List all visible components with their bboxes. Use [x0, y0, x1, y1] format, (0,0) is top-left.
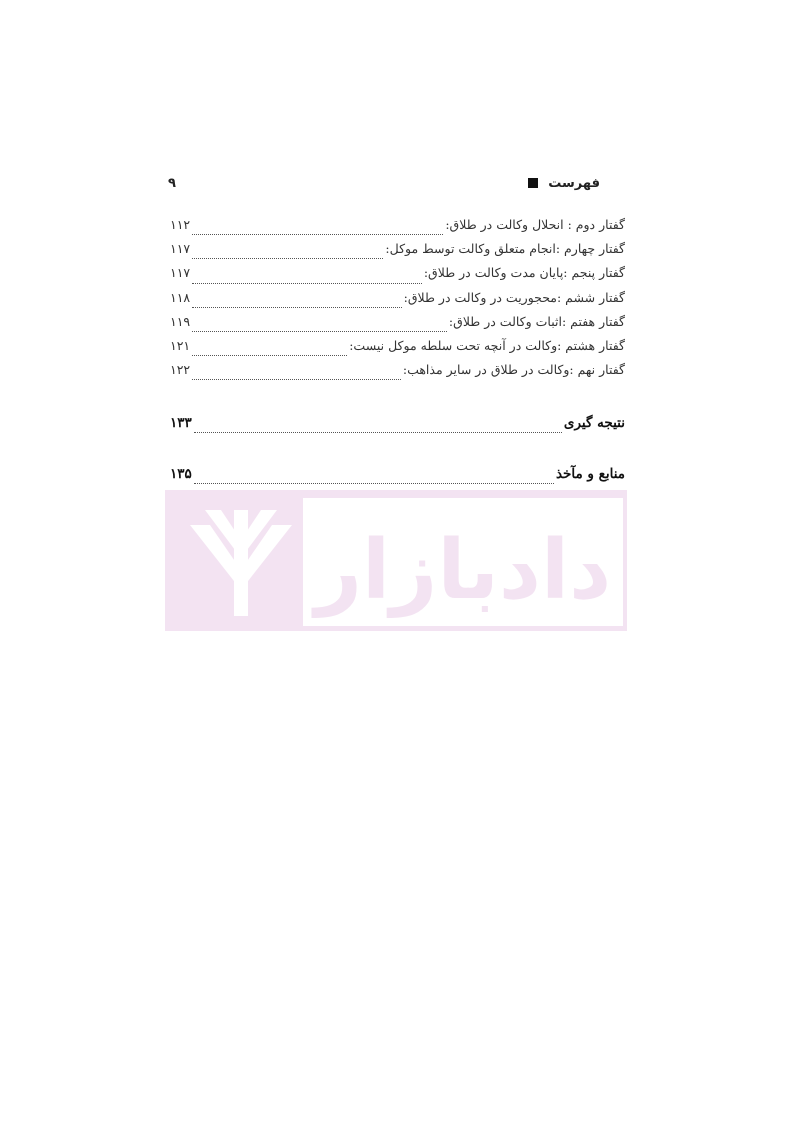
toc-row[interactable]	[170, 314, 625, 338]
toc-leader-dots	[192, 234, 443, 235]
toc-row[interactable]	[170, 362, 625, 386]
toc-list	[170, 217, 625, 386]
toc-entry-page: ۱۲۲	[170, 362, 191, 378]
toc-leader-dots	[192, 331, 447, 332]
toc-entry-title: گفتار ششم :محجوریت در وکالت در طلاق:	[403, 289, 625, 305]
toc-entry-page: ۱۱۹	[170, 313, 191, 329]
toc-leader-dots	[192, 258, 383, 259]
toc-main-row-references[interactable]	[170, 466, 625, 490]
toc-entry-title: گفتار هشتم :وکالت در آنچه تحت سلطه موکل نیست:	[349, 337, 625, 353]
watermark-text: دادبازار	[314, 523, 612, 618]
toc-row[interactable]	[170, 265, 625, 289]
toc-entry-title: گفتار هفتم :اثبات وکالت در طلاق:	[448, 313, 625, 329]
toc-leader-dots	[194, 483, 554, 484]
toc-row[interactable]	[170, 338, 625, 362]
toc-leader-dots	[192, 307, 401, 308]
toc-main-title: نتیجه گیری	[563, 415, 625, 431]
toc-entry-title: گفتار چهارم :انجام متعلق وکالت توسط موکل:	[385, 241, 625, 257]
toc-entry-page: ۱۲۱	[170, 337, 191, 353]
toc-leader-dots	[192, 283, 422, 284]
header-title-group	[528, 176, 600, 191]
toc-entry-page: ۱۱۲	[170, 217, 191, 232]
toc-entry-page: ۱۱۷	[170, 241, 191, 257]
toc-row[interactable]	[170, 290, 625, 314]
toc-entry-title: گفتار پنجم :پایان مدت وکالت در طلاق:	[423, 265, 625, 281]
toc-main-title: منابع و مآخذ	[555, 466, 625, 482]
toc-leader-dots	[194, 432, 562, 433]
header-title: فهرست	[548, 175, 600, 191]
toc-entry-title: گفتار نهم :وکالت در طلاق در سایر مذاهب:	[402, 362, 625, 378]
square-bullet-icon	[528, 178, 538, 188]
toc-main-page: ۱۳۳	[170, 415, 192, 431]
toc-row[interactable]	[170, 241, 625, 265]
toc-leader-dots	[192, 379, 401, 380]
toc-entry-page: ۱۱۸	[170, 289, 191, 305]
watermark-logo	[165, 490, 627, 631]
toc-leader-dots	[192, 355, 347, 356]
toc-entry-page: ۱۱۷	[170, 265, 191, 281]
page-number: ۹	[168, 175, 176, 191]
page-header	[168, 172, 600, 194]
toc-main-page: ۱۳۵	[170, 466, 192, 482]
toc-entry-title: گفتار دوم : انحلال وکالت در طلاق:	[445, 217, 625, 232]
toc-row[interactable]	[170, 217, 625, 241]
toc-main-row-conclusion[interactable]	[170, 415, 625, 439]
